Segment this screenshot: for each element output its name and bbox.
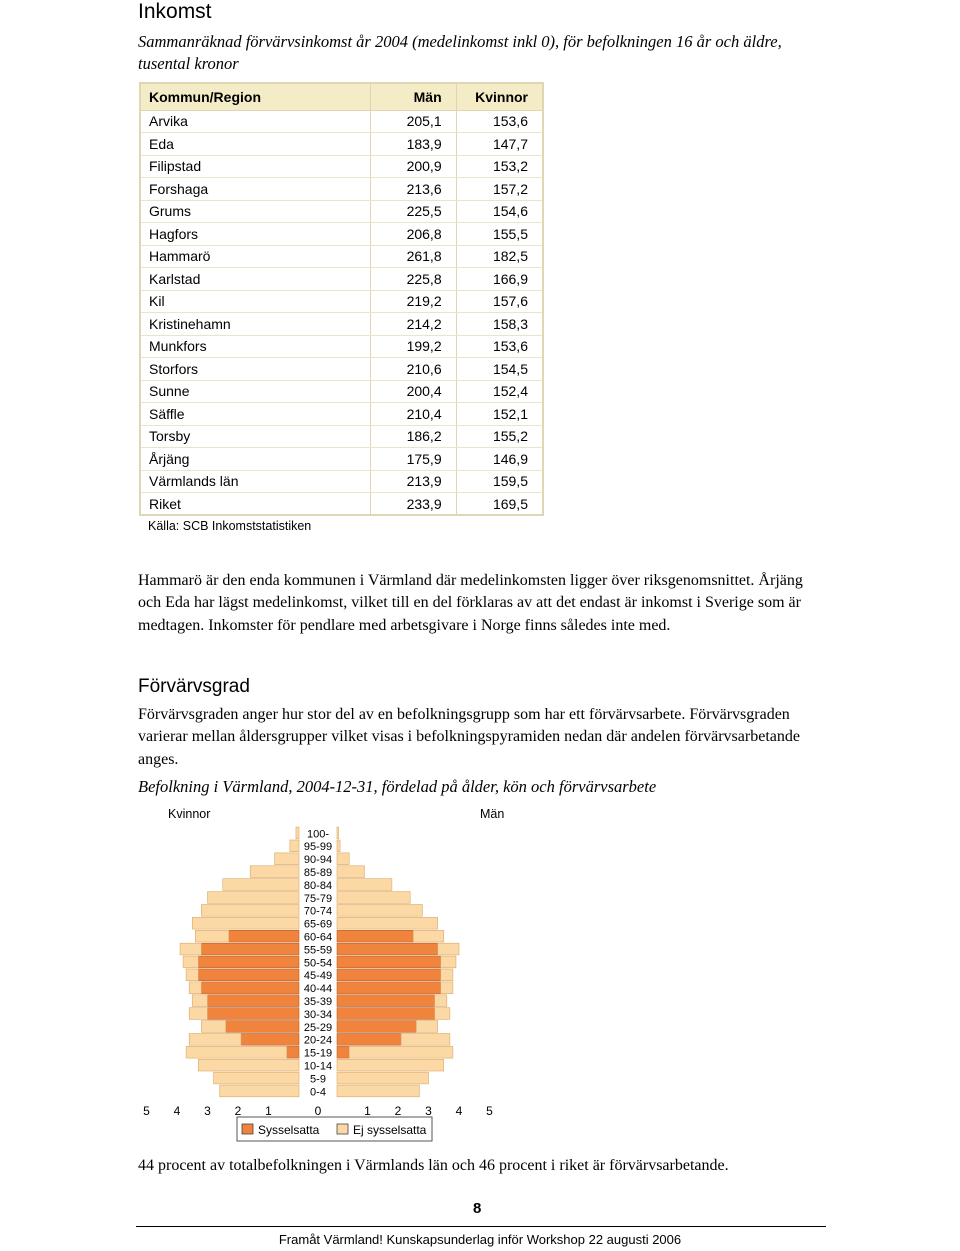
bar-ej-sysselsatta-men [337,1085,419,1097]
women-cell: 158,3 [456,313,543,336]
table-row [140,245,543,268]
x-tick-label: 1 [265,1104,272,1118]
bar-ej-sysselsatta-men [441,982,453,994]
bar-sysselsatta-women [208,995,300,1007]
women-cell: 157,2 [456,178,543,201]
men-cell: 199,2 [371,335,457,358]
men-cell: 200,9 [371,155,457,178]
bar-sysselsatta-men [337,1034,401,1046]
chart-caption: Befolkning i Värmland, 2004-12-31, fördelad på ålder, kön och förvärvsarbete [138,777,657,796]
table-row [140,155,543,178]
men-cell: 210,4 [371,403,457,426]
women-cell: 152,1 [456,403,543,426]
men-cell: 213,9 [371,470,457,493]
header-women: Kvinnor [456,83,543,110]
men-cell: 206,8 [371,223,457,246]
x-tick-label: 3 [425,1104,432,1118]
bar-ej-sysselsatta-men [337,853,349,865]
region-cell: Hammarö [140,245,371,268]
income-paragraph: Hammarö är den enda kommunen i Värmland där medelinkomsten ligger över riksgenomsnittet. Årjäng och Eda har lägst medelinkomst, vilket till en del förklaras av att det endast är inkomst i Sverige som är medtagen. Inkomster för pendlare med arbetsgivare i Norge finns således inte med. [138,572,803,634]
women-cell: 154,6 [456,200,543,223]
bar-ej-sysselsatta-men [416,1021,437,1033]
bar-sysselsatta-men [337,956,441,968]
age-label: 70-74 [303,905,333,918]
age-label: 100- [306,828,330,841]
header-region: Kommun/Region [140,83,371,110]
x-tick-label: 1 [364,1104,371,1118]
x-tick-label: 2 [234,1104,242,1118]
region-cell: Filipstad [140,155,371,178]
age-label: 40-44 [303,983,333,996]
bar-ej-sysselsatta-men [435,995,447,1007]
region-cell: Riket [140,493,371,516]
region-cell: Munkfors [140,335,371,358]
bar-ej-sysselsatta-men [337,1059,444,1071]
bar-ej-sysselsatta-men [435,1008,450,1020]
table-source: Källa: SCB Inkomststatistiken [148,519,312,533]
bar-ej-sysselsatta-men [337,840,340,852]
x-tick-label: 5 [143,1104,150,1118]
age-label: 15-19 [303,1047,333,1060]
women-cell: 153,6 [456,110,543,133]
bar-sysselsatta-women [198,969,299,981]
age-label: 90-94 [303,854,333,867]
bar-sysselsatta-men [337,1021,416,1033]
women-cell: 153,2 [456,155,543,178]
bar-sysselsatta-men [337,930,413,942]
men-cell: 186,2 [371,425,457,448]
bar-ej-sysselsatta-women [186,969,198,981]
region-cell: Kil [140,290,371,313]
bar-ej-sysselsatta-women [183,956,198,968]
chart-legend [237,1117,432,1141]
age-label: 20-24 [303,1034,333,1047]
women-cell: 153,6 [456,335,543,358]
men-cell: 261,8 [371,245,457,268]
bar-ej-sysselsatta-women [198,1059,299,1071]
bar-sysselsatta-women [287,1046,299,1058]
bar-sysselsatta-women [208,1008,300,1020]
bar-ej-sysselsatta-men [441,969,453,981]
table-row [140,448,543,471]
age-label: 85-89 [303,867,333,879]
table-row [140,335,543,358]
bar-sysselsatta-women [201,943,299,955]
women-cell: 169,5 [456,493,543,516]
women-cell: 155,2 [456,425,543,448]
bar-ej-sysselsatta-men [349,1046,453,1058]
age-label: 65-69 [303,918,333,931]
men-cell: 225,5 [371,200,457,223]
table-header-row [140,83,543,110]
x-tick-label: 5 [486,1104,493,1118]
bar-ej-sysselsatta-women [180,943,201,955]
table-row [140,358,543,381]
bar-sysselsatta-women [226,1021,299,1033]
table-caption: Sammanräknad förvärvsinkomst år 2004 (medelinkomst inkl 0), för befolkningen 16 år och äldre, tusental kronor [138,32,782,73]
region-cell: Storfors [140,358,371,381]
women-cell: 166,9 [456,268,543,291]
men-cell: 225,8 [371,268,457,291]
employment-paragraph: Förvärvsgraden anger hur stor del av en befolkningsgrupp som har ett förvärvsarbete. Förvärvsgraden varierar mellan åldersgrupper vilket visas i befolkningspyramiden nedan där andelen förvärvsarbetande anges. [138,706,800,768]
bar-ej-sysselsatta-women [195,930,229,942]
age-label: 25-29 [303,1021,333,1034]
x-tick-label: 0 [314,1104,322,1118]
bar-ej-sysselsatta-men [441,956,456,968]
age-label: 75-79 [303,892,333,905]
bar-ej-sysselsatta-men [401,1034,450,1046]
region-cell: Forshaga [140,178,371,201]
bar-ej-sysselsatta-men [337,866,364,878]
bar-ej-sysselsatta-men [438,943,459,955]
chart-left-label: Kvinnor [168,807,211,821]
table-row [140,133,543,156]
region-cell: Grums [140,200,371,223]
table-row [140,290,543,313]
page-number: 8 [473,1200,482,1217]
bar-ej-sysselsatta-men [413,930,444,942]
bar-ej-sysselsatta-women [189,1034,241,1046]
bar-ej-sysselsatta-women [208,892,300,904]
table-row [140,425,543,448]
legend-swatch-sysselsatta [242,1124,253,1134]
bar-ej-sysselsatta-men [337,917,438,929]
bar-sysselsatta-men [337,943,438,955]
legend-swatch-ej-sysselsatta [337,1124,348,1134]
bar-ej-sysselsatta-women [220,1085,299,1097]
region-cell: Årjäng [140,448,371,471]
x-tick-label: 4 [173,1104,181,1118]
region-cell: Värmlands län [140,470,371,493]
age-label: 80-84 [303,879,333,892]
age-label: 60-64 [303,931,333,944]
bar-ej-sysselsatta-women [189,1008,207,1020]
table-row [140,200,543,223]
bar-ej-sysselsatta-women [201,905,299,917]
men-cell: 214,2 [371,313,457,336]
chart-right-label: Män [480,807,505,821]
region-cell: Eda [140,133,371,156]
men-cell: 233,9 [371,493,457,516]
population-pyramid-chart [143,800,530,1145]
bar-sysselsatta-men [337,1008,435,1020]
bar-ej-sysselsatta-women [201,1021,225,1033]
bar-sysselsatta-women [198,956,299,968]
age-label: 45-49 [303,970,333,983]
table-row [140,313,543,336]
bar-sysselsatta-women [241,1034,299,1046]
region-cell: Hagfors [140,223,371,246]
bar-ej-sysselsatta-women [275,853,299,865]
men-cell: 200,4 [371,380,457,403]
bar-ej-sysselsatta-women [296,827,299,839]
region-cell: Sunne [140,380,371,403]
men-cell: 213,6 [371,178,457,201]
age-label: 95-99 [303,841,333,854]
bar-ej-sysselsatta-men [337,827,339,839]
bar-sysselsatta-men [337,982,441,994]
men-cell: 205,1 [371,110,457,133]
age-label: 30-34 [303,1008,333,1021]
table-row [140,268,543,291]
bar-sysselsatta-women [229,930,299,942]
men-cell: 175,9 [371,448,457,471]
table-row [140,493,543,516]
bar-ej-sysselsatta-men [337,892,410,904]
women-cell: 157,6 [456,290,543,313]
header-men: Män [371,83,457,110]
women-cell: 147,7 [456,133,543,156]
age-label: 55-59 [303,944,333,957]
x-tick-label: 4 [455,1104,463,1118]
men-cell: 219,2 [371,290,457,313]
region-cell: Kristinehamn [140,313,371,336]
bar-ej-sysselsatta-women [186,1046,287,1058]
table-row [140,470,543,493]
women-cell: 159,5 [456,470,543,493]
women-cell: 182,5 [456,245,543,268]
legend-label-ej-sysselsatta: Ej sysselsatta [353,1123,427,1137]
bar-sysselsatta-men [337,969,441,981]
bar-ej-sysselsatta-women [290,840,299,852]
region-cell: Säffle [140,403,371,426]
summary-paragraph: 44 procent av totalbefolkningen i Värmlands län och 46 procent i riket är förvärvsarbetande. [138,1157,729,1174]
bar-ej-sysselsatta-women [223,879,299,891]
region-cell: Karlstad [140,268,371,291]
x-tick-label: 2 [394,1104,402,1118]
section-heading: Förvärvsgrad [138,676,250,697]
region-cell: Arvika [140,110,371,133]
bar-ej-sysselsatta-women [189,982,201,994]
age-label: 5-9 [310,1073,326,1086]
age-label: 50-54 [303,957,333,970]
table-row [140,380,543,403]
table-row [140,223,543,246]
men-cell: 210,6 [371,358,457,381]
page-footer: Framåt Värmland! Kunskapsunderlag inför Workshop 22 augusti 2006 [278,1232,682,1247]
bar-sysselsatta-women [201,982,299,994]
region-cell: Torsby [140,425,371,448]
age-label: 35-39 [303,996,333,1008]
men-cell: 183,9 [371,133,457,156]
bar-ej-sysselsatta-women [214,1072,299,1084]
legend-label-sysselsatta: Sysselsatta [258,1123,320,1137]
bar-ej-sysselsatta-women [250,866,299,878]
age-label: 10-14 [303,1060,333,1073]
income-table [139,82,544,516]
women-cell: 154,5 [456,358,543,381]
footer-divider [136,1226,826,1227]
age-label: 0-4 [310,1086,326,1099]
x-tick-label: 3 [204,1104,211,1118]
table-row [140,403,543,426]
women-cell: 146,9 [456,448,543,471]
bar-sysselsatta-men [337,1046,349,1058]
women-cell: 155,5 [456,223,543,246]
bar-ej-sysselsatta-men [337,905,422,917]
women-cell: 152,4 [456,380,543,403]
bar-sysselsatta-men [337,995,435,1007]
table-row [140,178,543,201]
bar-ej-sysselsatta-men [337,1072,429,1084]
bar-ej-sysselsatta-women [192,995,207,1007]
bar-ej-sysselsatta-women [192,917,299,929]
table-row [140,110,543,133]
bar-ej-sysselsatta-men [337,879,392,891]
page-title: Inkomst [138,0,212,23]
